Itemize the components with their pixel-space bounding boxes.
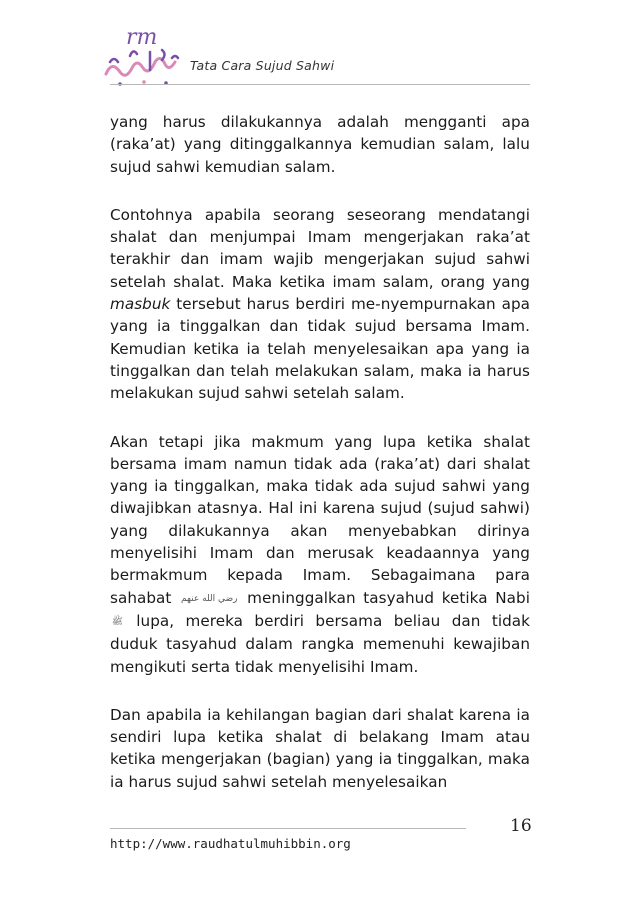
paragraph-1: yang harus dilakukannya adalah mengganti apa (raka’at) yang ditinggalkannya kemudian salam, lalu sujud sahwi kemudian salam.	[110, 113, 530, 176]
paragraph-3-text-a: Akan tetapi jika makmum yang lupa ketika shalat bersama imam namun tidak ada (raka’at) dari shalat yang ia tinggalkan, maka tidak ada sujud sahwi yang diwajibkan atasnya. Hal ini karena sujud (sujud sahwi) yang dilakukannya akan menyebabkan dirinya menyelisihi Imam dan merusak keadaannya yang bermakmum kepada Imam. Sebagaimana para sahabat	[110, 432, 530, 607]
page-number: 16	[510, 816, 532, 836]
paragraph-2	[110, 204, 530, 405]
paragraph-3	[110, 431, 530, 678]
footer-divider	[110, 828, 466, 829]
paragraph-2-text-b: tersebut harus berdiri me-nyempurnakan apa yang ia tinggalkan dan tidak sujud bersama Imam. Kemudian ketika ia telah menyelesaikan apa yang ia tinggalkan dan telah melakukan salam, maka ia harus melakukan sujud sahwi setelah salam.	[110, 295, 530, 403]
logo-icon	[100, 22, 184, 92]
salawat-glyph: ﷺ	[112, 616, 123, 627]
radhiyallahu-glyph: رضي الله عنهم	[181, 593, 238, 604]
paragraph-4: Dan apabila ia kehilangan bagian dari shalat karena ia sendiri lupa ketika shalat di belakang Imam atau ketika mengerjakan (bagian) yang ia tinggalkan, maka ia harus sujud sahwi setelah menyelesaikan	[110, 705, 530, 791]
paragraph-3-text-b: meninggalkan tasyahud ketika Nabi	[247, 588, 530, 607]
paragraph-2-text-a: Contohnya apabila seorang seseorang mendatangi shalat dan menjumpai Imam mengerjakan raka’at terakhir dan imam wajib mengerjakan sujud sahwi setelah shalat. Maka ketika imam salam, orang yang	[110, 205, 530, 291]
publisher-logo	[100, 22, 184, 92]
logo-mark: rm	[126, 25, 158, 50]
paragraph-3-text-c: lupa, mereka berdiri bersama beliau dan tidak duduk tasyahud dalam rangka memenuhi kewajiban mengikuti serta tidak menyelisihi Imam.	[110, 611, 530, 676]
running-header-title: Tata Cara Sujud Sahwi	[190, 58, 335, 73]
page-body	[110, 111, 530, 819]
italic-term-masbuk: masbuk	[110, 295, 171, 314]
header-divider	[110, 84, 530, 85]
footer-url: http://www.raudhatulmuhibbin.org	[110, 836, 351, 851]
